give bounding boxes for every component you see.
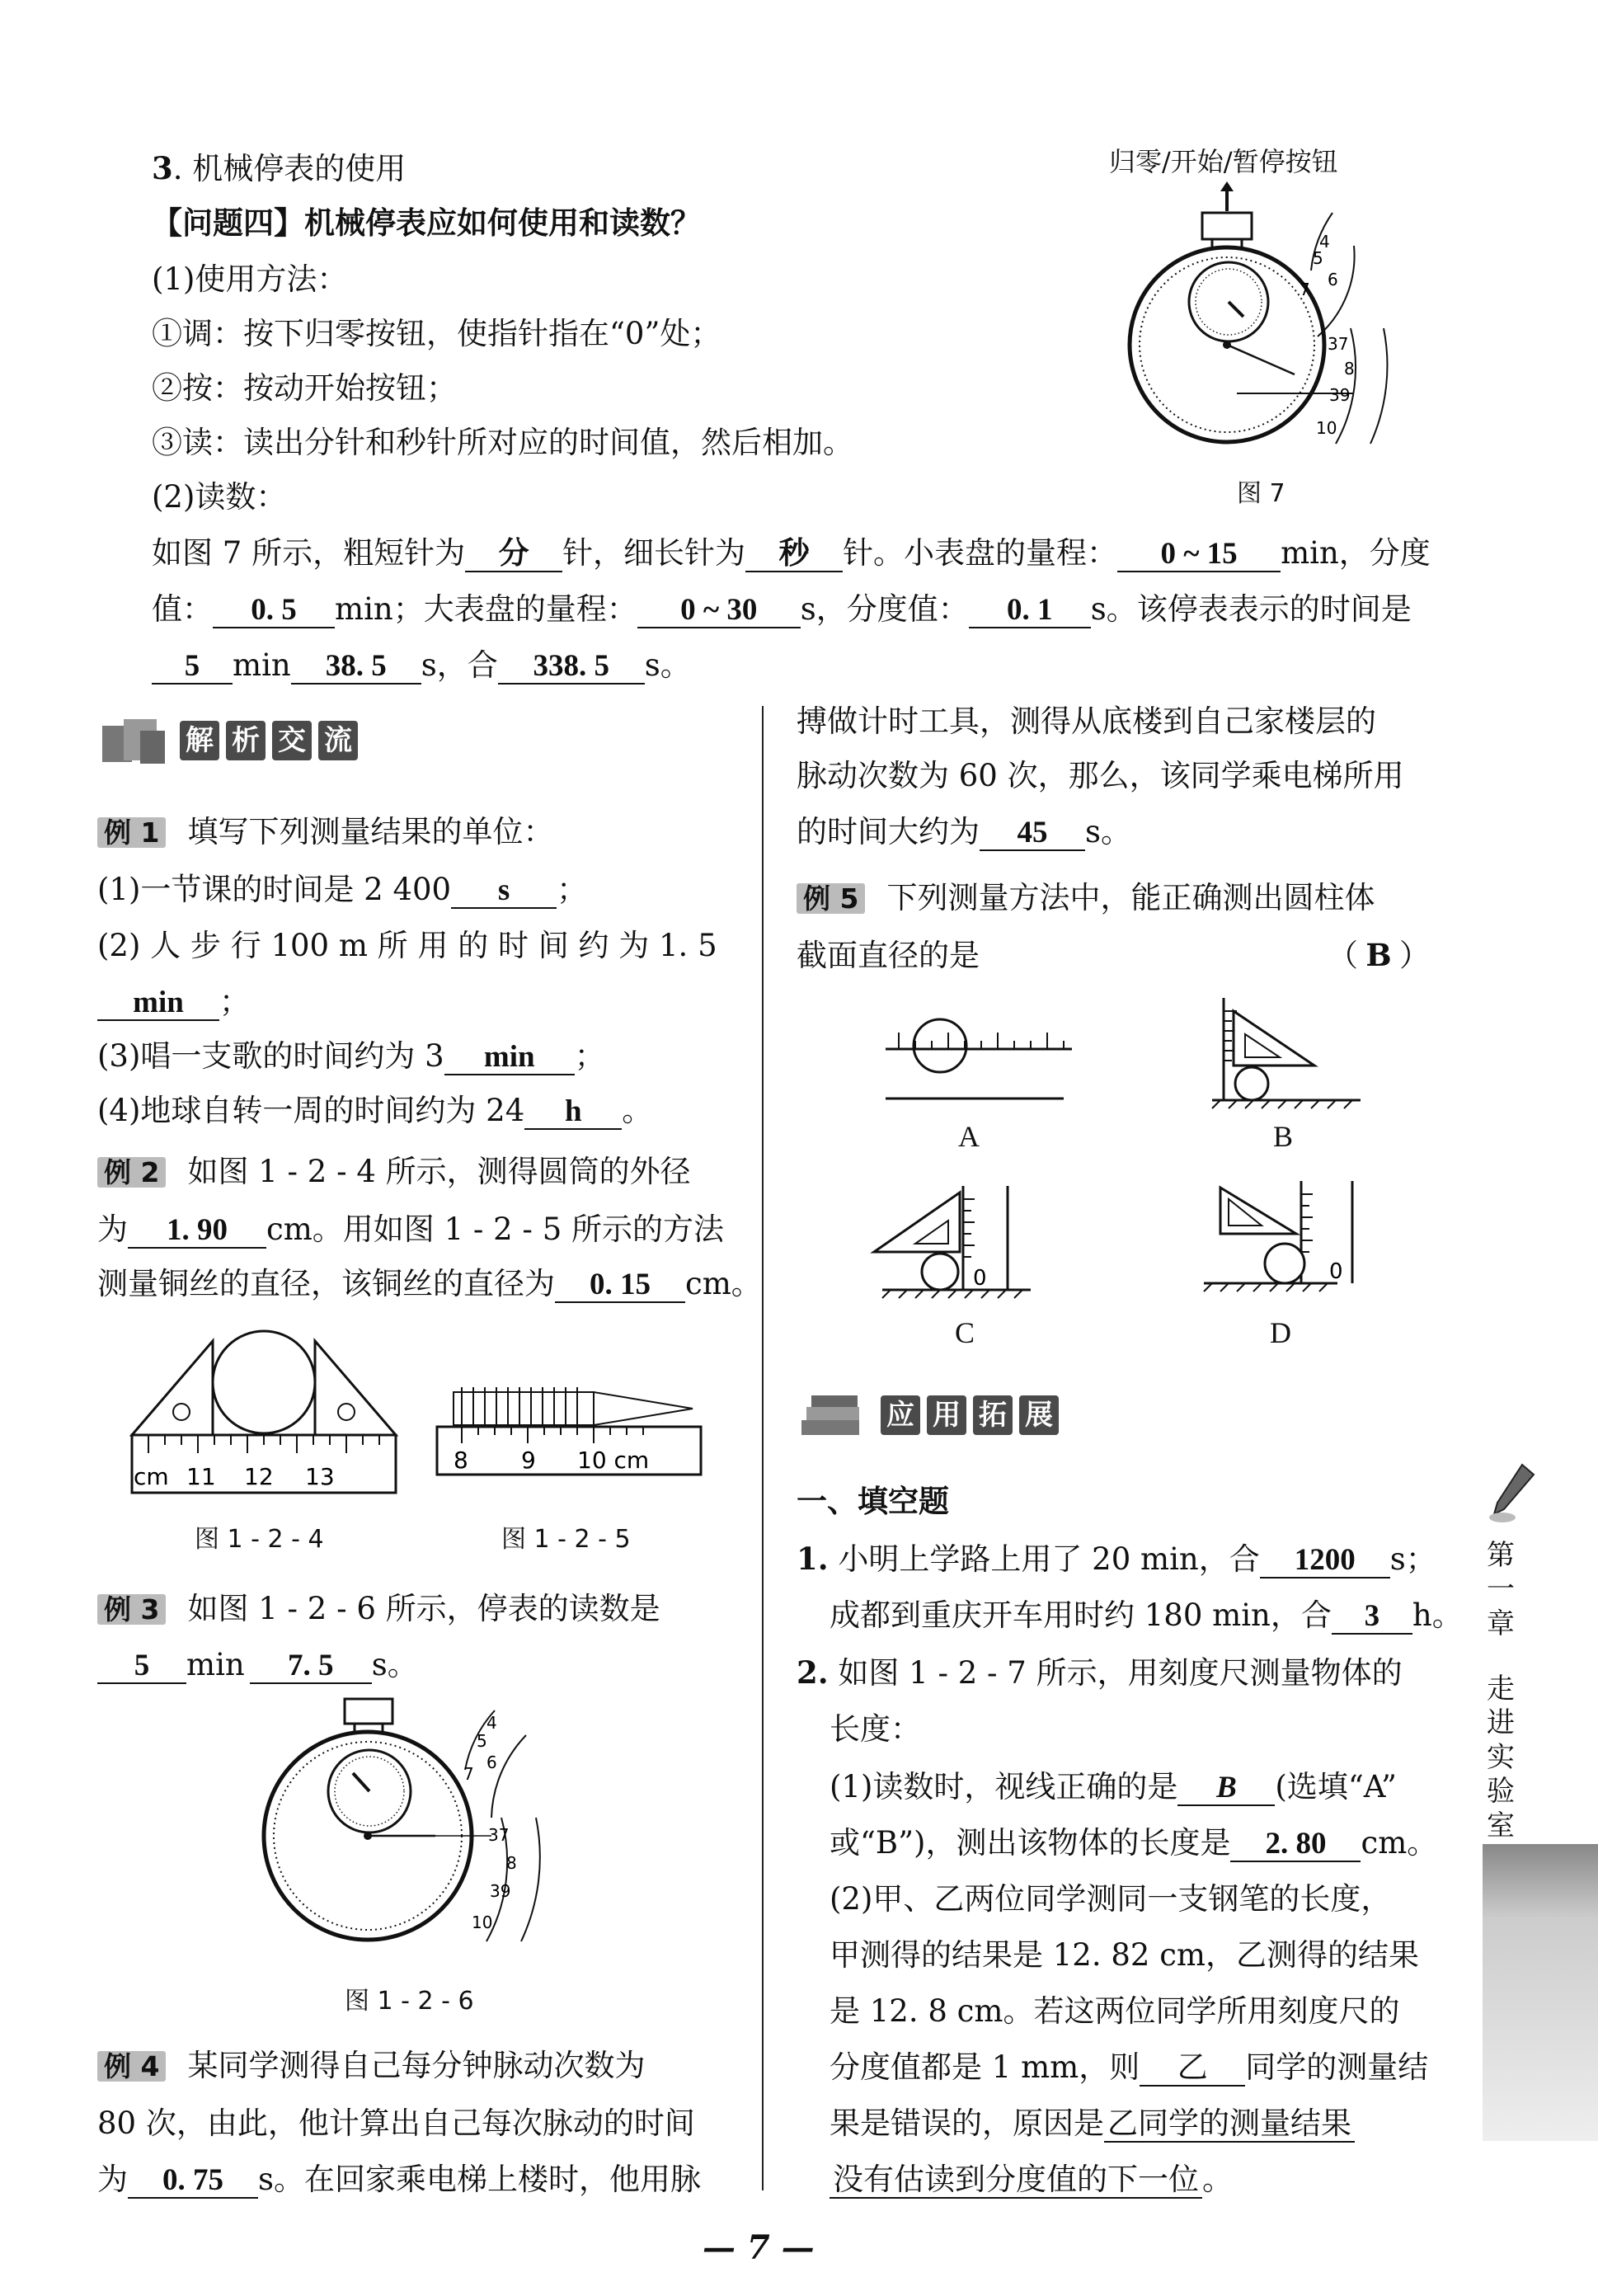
example-4-answer-time: 0. 75 (128, 2165, 258, 2199)
figure-7-caption: 图 7 (1237, 479, 1285, 508)
page-number: — 7 — (703, 2228, 815, 2267)
example-1-q2: (2) 人 步 行 100 m 所 用 的 时 间 约 为 1. 5 (97, 928, 717, 963)
stopwatch-figure-1-2-6 (247, 1694, 594, 1966)
fill-q2-2-line-1: (2)甲、乙两位同学测同一支钢笔的长度， (830, 1881, 1392, 1917)
example-2-line-2: 为 1. 90 cm。用如图 1 - 2 - 5 所示的方法 (97, 1212, 724, 1247)
example-4-line-5: 脉动次数为 60 次，那么，该同学乘电梯所用 (797, 758, 1404, 793)
example-5-line-2: 截面直径的是 (797, 938, 980, 973)
figure-1-2-5 (429, 1377, 709, 1501)
example-1-answer-1: s (451, 875, 557, 909)
scale-label-6: 6 (1328, 270, 1338, 289)
svg-text:10 cm: 10 cm (577, 1447, 650, 1474)
reading-line-1: 如图 7 所示，粗短针为 分 针，细长针为 秒 针。小表盘的量程： 0 ~ 15 min，分度 (152, 535, 1431, 571)
example-4-line-2: 80 次，由此，他计算出自己每次脉动的时间 (97, 2105, 695, 2141)
svg-text:37: 37 (488, 1825, 510, 1845)
answer-total-seconds: 338. 5 (498, 651, 645, 685)
ruler-cm-label: cm (134, 1463, 169, 1490)
example-1-q2-answer-line: min ； (97, 986, 250, 1021)
svg-text:12: 12 (244, 1463, 274, 1490)
reading-line-3: 5 min 38. 5 s，合 338. 5 s。 (152, 650, 691, 685)
fill-q2-2-line-3: 是 12. 8 cm。若这两位同学所用刻度尺的 (830, 1993, 1400, 2029)
svg-text:11: 11 (186, 1463, 216, 1490)
example-2-answer-diameter: 1. 90 (128, 1215, 266, 1249)
side-tab-title: 走进实验室 (1487, 1673, 1515, 1842)
stopwatch-figure-7 (1105, 180, 1451, 485)
question-four-title: 【问题四】机械停表应如何使用和读数？ (152, 205, 701, 241)
fill-q2-1-answer-length: 2. 80 (1230, 1828, 1361, 1862)
scale-label-4: 4 (1319, 232, 1330, 252)
scale-label-8: 8 (1344, 359, 1355, 379)
figure-1-2-4-caption: 图 1 - 2 - 4 (195, 1525, 324, 1554)
option-a-figure (882, 1008, 1080, 1107)
reading-heading: (2)读数： (152, 479, 287, 515)
side-tab-chapter: 第一章 (1487, 1539, 1515, 1640)
fill-in-title: 一、填空题 (797, 1484, 949, 1519)
fill-q2-2-answer-reason-2: 没有估读到分度值的下一位 (830, 2165, 1202, 2199)
fill-q1-line-1: 1. 小明上学路上用了 20 min，合 1200 s； (797, 1541, 1436, 1577)
svg-text:7: 7 (463, 1764, 474, 1784)
svg-text:9: 9 (521, 1447, 536, 1474)
section-analysis-header: 解 析 交 流 (99, 714, 358, 767)
answer-big-range: 0 ~ 30 (637, 595, 801, 628)
svg-text:13: 13 (305, 1463, 335, 1490)
figure-1-2-6-caption: 图 1 - 2 - 6 (345, 1987, 474, 2016)
scale-label-37: 37 (1328, 334, 1349, 354)
svg-text:8: 8 (454, 1447, 468, 1474)
fill-q1-answer-hours: 3 (1332, 1601, 1412, 1635)
option-d-figure (1196, 1178, 1394, 1301)
example-3-answer-min: 5 (97, 1650, 186, 1684)
example-1-answer-4: h (524, 1096, 622, 1130)
option-d-zero: 0 (1329, 1259, 1343, 1284)
example-1-q3: (3)唱一支歌的时间约为 3 min ； (97, 1038, 605, 1074)
scale-label-39: 39 (1329, 385, 1351, 405)
pen-icon (1484, 1460, 1542, 1526)
fill-q2-1-answer-view: B (1177, 1772, 1275, 1806)
heading-stopwatch-usage: 3. 机械停表的使用 (152, 150, 407, 186)
example-1-answer-3: min (444, 1042, 575, 1075)
fill-q2-line-2: 长度： (830, 1711, 921, 1747)
answer-big-division: 0. 1 (969, 595, 1091, 628)
fill-q2-1-line-1: (1)读数时，视线正确的是 B (选填“A” (830, 1769, 1397, 1804)
fill-q2-2-line-5: 果是错误的，原因是 乙同学的测量结果 (830, 2108, 1355, 2143)
example-3-answer-sec: 7. 5 (250, 1650, 372, 1684)
example-4-line-4: 搏做计时工具，测得从底楼到自己家楼层的 (797, 703, 1376, 739)
example-2-line-1: 例 2 如图 1 - 2 - 4 所示，测得圆筒的外径 (97, 1156, 691, 1188)
side-tab-gradient (1483, 1844, 1598, 2141)
answer-minutes: 5 (152, 651, 233, 685)
step-press: ②按：按动开始按钮； (152, 370, 457, 406)
fill-q2-1-line-2: 或“B”)，测出该物体的长度是 2. 80 cm。 (830, 1825, 1438, 1861)
svg-text:5: 5 (477, 1731, 487, 1751)
option-b-label: B (1273, 1120, 1294, 1153)
example-4-line-1: 例 4 某同学测得自己每分钟脉动次数为 (97, 2050, 645, 2082)
step-read: ③读：读出分针和秒针所对应的时间值，然后相加。 (152, 425, 853, 460)
example-1-q4: (4)地球自转一周的时间约为 24 h 。 (97, 1093, 653, 1128)
example-3-line-2: 5 min 7. 5 s。 (97, 1649, 418, 1684)
example-1-label: 例 1 (97, 817, 166, 848)
example-4-answer-elevator: 45 (980, 817, 1085, 851)
option-d-label: D (1270, 1316, 1291, 1349)
option-a-label: A (958, 1120, 980, 1153)
example-2-answer-wire: 0. 15 (555, 1269, 685, 1303)
figure-1-2-5-caption: 图 1 - 2 - 5 (501, 1525, 631, 1554)
fill-q2-2-line-2: 甲测得的结果是 12. 82 cm，乙测得的结果 (830, 1937, 1420, 1973)
example-5-label: 例 5 (797, 883, 865, 914)
fill-q2-2-line-6: 没有估读到分度值的下一位 。 (830, 2164, 1233, 2199)
example-2-label: 例 2 (97, 1157, 166, 1188)
example-2-line-3: 测量铜丝的直径，该铜丝的直径为 0. 15 cm。 (97, 1266, 762, 1301)
example-5-answer-bracket: （ B ） (1328, 937, 1430, 973)
section-apply-header: 应 用 拓 展 (795, 1389, 1059, 1442)
example-4-line-6: 的时间大约为 45 s。 (797, 814, 1131, 849)
answer-short-hand: 分 (465, 539, 562, 572)
figure-1-2-4 (124, 1320, 404, 1498)
svg-text:39: 39 (490, 1881, 511, 1901)
fill-q2-2-line-4: 分度值都是 1 mm，则 乙 同学的测量结 (830, 2049, 1429, 2085)
analysis-section-icon (99, 714, 173, 767)
example-4-label: 例 4 (97, 2051, 166, 2082)
example-5-line-1: 例 5 下列测量方法中，能正确测出圆柱体 (797, 882, 1375, 914)
scale-label-7: 7 (1300, 280, 1310, 299)
example-4-line-3: 为 0. 75 s。在回家乘电梯上楼时，他用脉 (97, 2162, 701, 2197)
example-1-q1: (1)一节课的时间是 2 400 s ； (97, 872, 588, 907)
option-c-zero: 0 (973, 1266, 987, 1291)
reset-start-pause-label: 归零/开始/暂停按钮 (1109, 146, 1338, 177)
svg-text:6: 6 (486, 1753, 497, 1772)
fill-q2-line-1: 2. 如图 1 - 2 - 7 所示，用刻度尺测量物体的 (797, 1654, 1403, 1691)
column-divider (762, 706, 764, 2190)
step-adjust: ①调：按下归零按钮，使指针指在“0”处； (152, 316, 721, 351)
fill-q2-2-answer-reason-1: 乙同学的测量结果 (1104, 2109, 1355, 2143)
answer-long-hand: 秒 (745, 539, 843, 572)
scale-label-10: 10 (1316, 418, 1337, 438)
fill-q2-2-answer-student: 乙 (1140, 2053, 1245, 2087)
answer-small-division: 0. 5 (213, 595, 335, 628)
example-1-answer-2: min (97, 987, 219, 1021)
fill-q1-answer-seconds: 1200 (1260, 1545, 1390, 1578)
example-3-line-1: 例 3 如图 1 - 2 - 6 所示，停表的读数是 (97, 1593, 660, 1625)
svg-text:8: 8 (506, 1853, 517, 1873)
books-section-icon (795, 1389, 874, 1442)
example-5-answer: B (1365, 937, 1392, 973)
answer-seconds: 38. 5 (291, 651, 421, 685)
answer-small-range: 0 ~ 15 (1117, 539, 1281, 572)
svg-text:4: 4 (486, 1713, 497, 1733)
scale-label-5: 5 (1313, 248, 1323, 268)
example-3-label: 例 3 (97, 1594, 166, 1625)
option-c-label: C (955, 1316, 975, 1349)
example-1-stem: 例 1 填写下列测量结果的单位： (97, 816, 553, 848)
option-c-figure (866, 1183, 1064, 1306)
svg-text:10: 10 (472, 1913, 493, 1932)
option-b-figure (1204, 995, 1369, 1110)
reading-line-2: 值： 0. 5 min；大表盘的量程： 0 ~ 30 s，分度值： 0. 1 s。该停表表示的时间是 (152, 591, 1412, 627)
usage-heading: (1)使用方法： (152, 261, 348, 297)
fill-q1-line-2: 成都到重庆开车用时约 180 min，合 3 h。 (830, 1597, 1463, 1633)
